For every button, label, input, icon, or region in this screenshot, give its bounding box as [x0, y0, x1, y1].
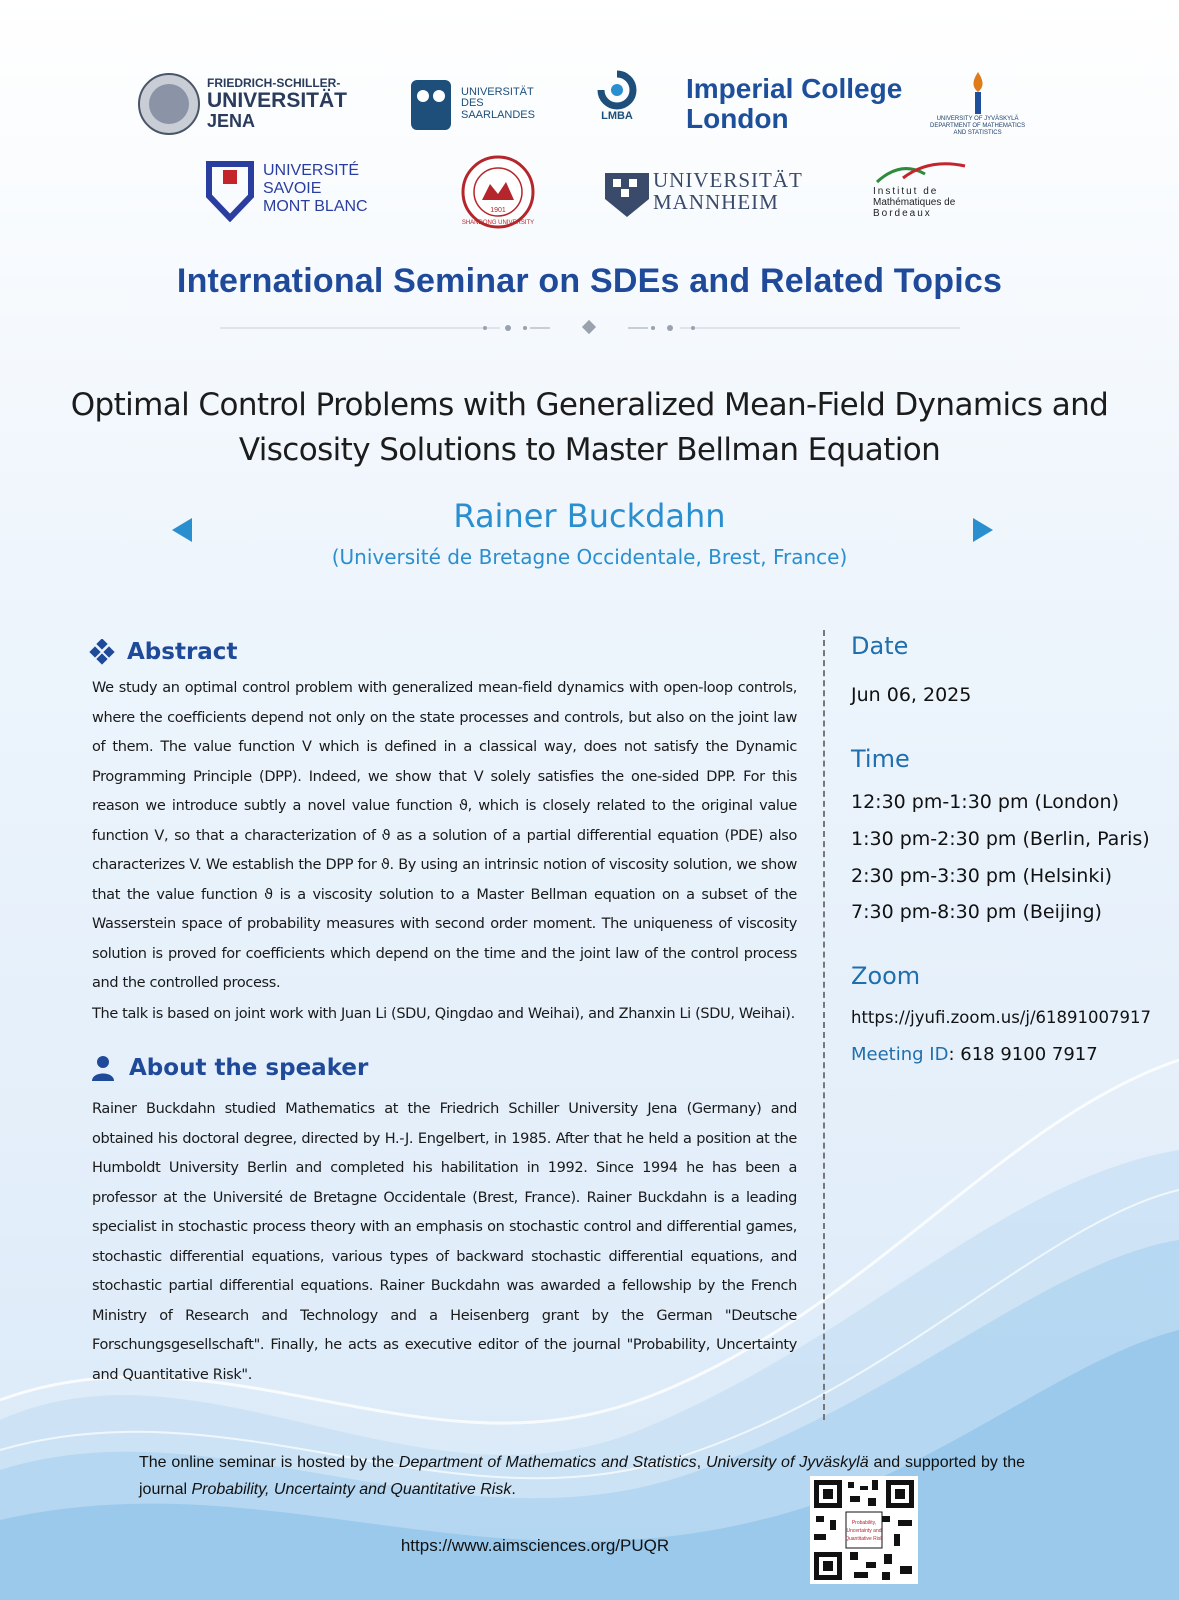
abstract-heading-text: Abstract: [127, 639, 238, 665]
time-beijing: 7:30 pm-8:30 pm (Beijing): [851, 901, 1102, 923]
lmba-text: LMBA: [601, 110, 633, 122]
bordeaux-arcs-icon: [873, 158, 969, 186]
shandong-name: SHANDONG UNIVERSITY: [461, 220, 535, 226]
speaker-name: Rainer Buckdahn: [453, 497, 726, 535]
jena-line-1: FRIEDRICH-SCHILLER-: [207, 76, 341, 91]
zoom-label: Zoom: [851, 962, 921, 990]
person-icon: [91, 1055, 115, 1081]
journal-url[interactable]: https://www.aimsciences.org/PUQR: [400, 1536, 670, 1555]
imperial-line-1: Imperial College: [686, 73, 903, 104]
savoie-line-1: UNIVERSITÉ: [263, 162, 360, 179]
seminar-title: International Seminar on SDEs and Related Topics: [176, 262, 1003, 300]
logo-shandong: [460, 154, 536, 230]
lmba-swirl-icon: [595, 70, 639, 110]
logo-lmba: [595, 70, 639, 122]
speaker-bio-body: Rainer Buckdahn studied Mathematics at the Friedrich Schiller University Jena (Germany) and obtained his doctoral degree, directed by H.-J. Engelbert, in 1985. After that he held a position at the Humboldt University Berlin and completed his habilitation in 1992. Since 1994 he has been a professor at the Université de Bretagne Occidentale (Brest, France). Rainer Buckdahn is a leading specialist in stochastic process theory with an emphasis on stochastic control and differential games, stochastic differential equations, various types of backward stochastic differential equations, and stochastic partial differential equations. Rainer Buckdahn was awarded a fellowship by the French Ministry of Research and Technology and a Heisenberg grant by the German "Deutsche Forschungsgesellschaft". Finally, he acts as executive editor of the journal "Probability, Uncertainty and Quantitative Risk".: [92, 1101, 797, 1383]
logo-jyvaskyla: [930, 70, 1025, 137]
time-label: Time: [851, 745, 910, 773]
bordeaux-line-3: Bordeaux: [873, 208, 932, 219]
meeting-id-label: Meeting ID: [851, 1044, 949, 1065]
footer-host-prefix: The online seminar is hosted by the: [139, 1454, 399, 1471]
title-divider: [220, 318, 960, 338]
talk-title-line-1: Optimal Control Problems with Generalized Mean-Field Dynamics and: [70, 387, 1109, 423]
talk-title: [20, 383, 1159, 473]
footer-journal-end: .: [511, 1481, 516, 1498]
shandong-seal-icon: [460, 154, 536, 230]
logo-imperial: [686, 74, 902, 134]
time-london: 12:30 pm-1:30 pm (London): [851, 791, 1120, 813]
logo-bordeaux: [873, 158, 969, 219]
qr-caption-2: Uncertainty and: [846, 1528, 882, 1534]
saarland-line-1: UNIVERSITÄT: [461, 85, 534, 98]
savoie-shield-icon: [205, 156, 255, 222]
abstract-note: The talk is based on joint work with Juan Li (SDU, Qingdao and Weihai), and Zhanxin Li (SDU, Weihai).: [92, 1006, 795, 1022]
savoie-line-2: SAVOIE: [263, 180, 322, 197]
logo-jena: [137, 72, 347, 136]
imperial-line-2: London: [686, 103, 789, 134]
qr-caption-1: Probability,: [851, 1520, 877, 1526]
savoie-line-3: MONT BLANC: [263, 198, 368, 215]
saarland-line-2: DES: [461, 97, 484, 110]
jena-line-3: JENA: [207, 110, 256, 131]
abstract-heading: [89, 639, 237, 665]
mannheim-line-2: MANNHEIM: [653, 190, 779, 214]
footer-host-sep: ,: [696, 1454, 706, 1471]
logo-savoie: [205, 156, 368, 222]
bordeaux-line-1: Institut de: [873, 186, 939, 197]
mannheim-crest-icon: [601, 163, 653, 219]
time-helsinki: 2:30 pm-3:30 pm (Helsinki): [851, 865, 1113, 887]
about-heading-text: About the speaker: [129, 1055, 369, 1081]
footer-host-and: and supported by the journal: [139, 1454, 1026, 1498]
jena-line-2: UNIVERSITÄT: [207, 88, 348, 112]
jyvaskyla-line-3: AND STATISTICS: [953, 130, 1002, 136]
date-value: Jun 06, 2025: [851, 684, 972, 706]
talk-title-line-2: Viscosity Solutions to Master Bellman Equation: [238, 432, 941, 468]
diamond-cluster-icon: [89, 639, 115, 665]
saarland-owl-icon: [409, 76, 453, 132]
logo-mannheim: [601, 163, 803, 219]
meeting-id: [851, 1044, 1098, 1065]
qr-caption-3: Quantitative Risk: [845, 1536, 883, 1542]
jyvaskyla-line-1: UNIVERSITY OF JYVÄSKYLÄ: [936, 116, 1019, 122]
column-divider: [823, 630, 825, 1420]
abstract-body: We study an optimal control problem with generalized mean-field dynamics with open-loop controls, where the coefficients depend not only on the state processes and controls, but also on the joint law of them. The value function V which is defined in a classical way, does not satisfy the Dynamic Programming Principle (DPP). Indeed, we show that V solely satisfies the one-sided DPP. For this reason we introduce subtly a novel value function ϑ, which is closely related to the original value function V, so that a characterization of ϑ as a solution of a partial differential equation (PDE) also characterizes V. We establish the DPP for ϑ. By using an intrinsic notion of viscosity solution, we show that the value function ϑ is a viscosity solution to a Master Bellman equation on a subset of the Wasserstein space of probability measures with second order moment. The uniqueness of viscosity solution is proved for coefficients which depend on the time and the joint law of the control process and the controlled process.: [92, 680, 797, 991]
shandong-year: 1901: [490, 207, 506, 214]
saarland-line-3: SAARLANDES: [461, 108, 535, 121]
jena-seal-icon: [137, 72, 201, 136]
mannheim-line-1: UNIVERSITÄT: [653, 168, 803, 192]
bordeaux-line-2: Mathématiques de: [873, 197, 956, 208]
jyvaskyla-line-2: DEPARTMENT OF MATHEMATICS: [930, 123, 1026, 129]
footer-journal: Probability, Uncertainty and Quantitative Risk: [191, 1481, 512, 1498]
speaker-affiliation: (Université de Bretagne Occidentale, Brest, France): [331, 545, 848, 569]
qr-code: [810, 1476, 918, 1584]
meeting-id-value: : 618 9100 7917: [948, 1044, 1098, 1065]
jyvaskyla-torch-icon: [963, 70, 993, 116]
date-label: Date: [851, 632, 909, 660]
logo-saarland: [409, 76, 535, 132]
time-berlin: 1:30 pm-2:30 pm (Berlin, Paris): [851, 828, 1150, 850]
zoom-link[interactable]: https://jyufi.zoom.us/j/61891007917: [851, 1008, 1151, 1027]
qr-code-icon: [810, 1476, 918, 1584]
about-heading: [91, 1055, 368, 1081]
footer-host-dept: Department of Mathematics and Statistics: [398, 1454, 697, 1471]
footer-host-univ: University of Jyväskylä: [705, 1454, 869, 1471]
